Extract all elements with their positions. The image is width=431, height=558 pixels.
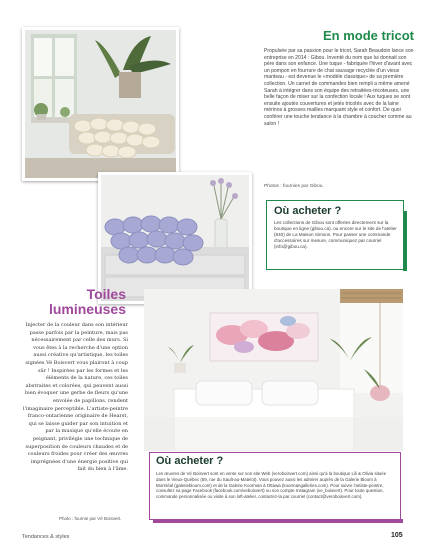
toiles-title: Toiles lumineuses [48,286,126,317]
photo-bedroom-painting [144,289,403,451]
tricot-body: Propulsée par sa passion pour le tricot, Sarah Beaudoin lance son entreprise en 2014 : Gibou. Inventé du nom que lui donnait son père dans son enfance. Une tuque - fabriquée l'hiver d'avant avec un pompon en fourrure de chat sauvage recyclée d'un vieux manteau - est devenue le «modèle classique» de sa première collection. Un carnet de commandes bien rempli a même amené Sarah à intégrer dans son équipe des retraitées-tricoteuses, une belle façon de miser sur la confection locale ! Aux tuques se sont ensuite ajoutés couvertures et jetés tricotés avec de la laine mérinos à grosses mailles marquant style et confort. De quoi conférer une touche tendance à la chambre à coucher comme au salon ! [264,48,414,127]
toiles-body: Injecter de la couleur dans son intérieur passe parfois par la peinture, mais pas nécessairement par celle des murs. Si vous êtes à la recherche d'une option aussi créative qu'artistique, les toiles signées Vé Boisvert vous plairont à coup sûr ! Inspirées par les formes et les éléments de la nature, ces toiles abstraites et colorées, qui peuvent aussi bien évoquer une gerbe de fleurs qu'une envolée de papillons, rendent l'imaginaire perceptible. L'artiste-peintre franco-ontarienne originaire de Hearst, qui se laisse guider par son intuition et par la musique qu'elle écoute en peignant, privilégie une technique de superposition de couleurs chaudes et de couleurs froides pour créer des œuvres imprégnées d'une énergie positive qui fait du bien à l'âme. [22,322,128,473]
photo-knit-blanket-chair [22,27,179,181]
page-number: 105 [391,532,403,539]
where-to-buy-gibou-title: Où acheter ? [274,205,342,217]
where-to-buy-boisvert-text: Les œuvres de Vé Boisvert sont en vente sur son site Web (veroboisvert.com) ainsi qu'à la boutique Lili & Olivia située dans le Vieux-Québec (69, rue du Sault-au-Matelot). Vous pouvez aussi les admirer auprès de la Galerie Bloom à Montréal (galeriebloom.com) et de la Galerie Koorman à Ottawa (koormangalleries.com). Pour suivre l'artiste-peintre, consultez sa page Facebook (facebook.com/veboisvert) ou son compte Instagram (ve_boisvert). Pour toute question, commande personnalisée ou visite à son loft-atelier, contactez-la par courriel (contact@veroboisvert.com). [156,471,387,500]
where-to-buy-boisvert-title: Où acheter ? [156,455,224,467]
purple-accent-bar [153,519,403,523]
green-accent-bar [403,211,407,271]
where-to-buy-gibou-text: Les collections de Gibou sont offertes directement sur la boutique en ligne (gibou.ca), ou encore sur le site de l'atelier (840) de La Maison Simons. Pour passer une commande d'accessoires sur mesure, communiquez par courriel (info@gibou.ca). [274,220,397,249]
toiles-photo-credit: Photo : fournie par Vé Boisvert. [59,516,122,521]
footer-section-name: Tendances & styles [22,534,70,540]
tricot-title: En mode tricot [322,28,414,43]
where-to-buy-boisvert-box [149,452,401,520]
photo-lavender-blanket-dresser [98,172,252,304]
where-to-buy-gibou-box [266,200,404,270]
tricot-photo-credit: Photos : fournies par Gibou. [264,184,324,189]
